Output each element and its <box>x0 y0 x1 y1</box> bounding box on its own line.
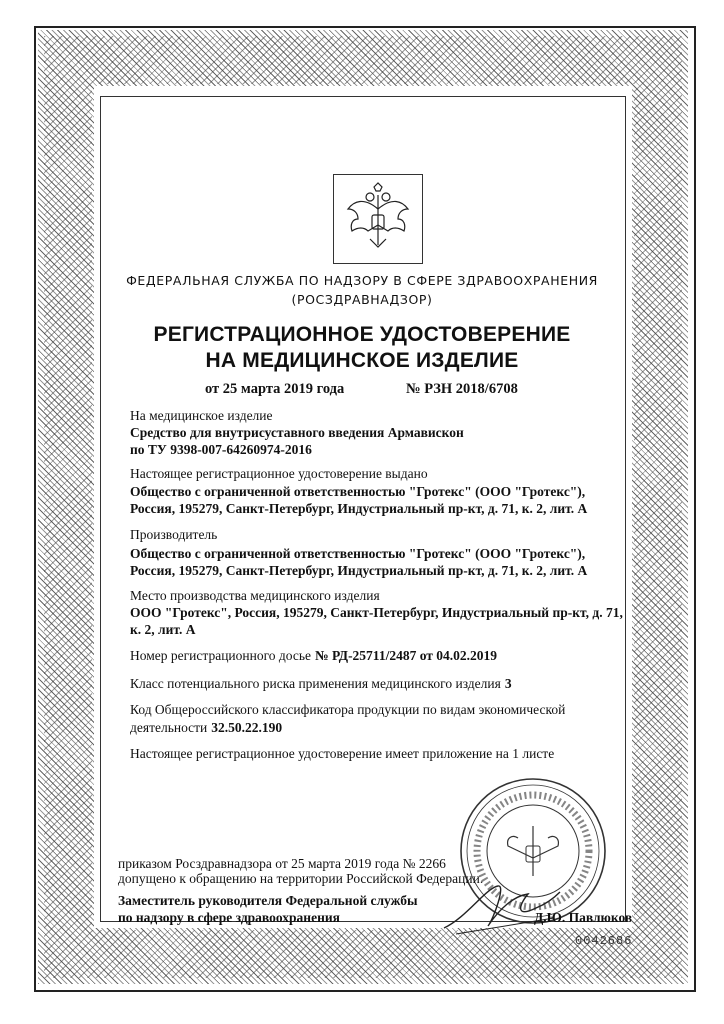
risk-class-row <box>130 675 512 693</box>
issued-to-company: Общество с ограниченной ответственностью "Гротекс" (ООО "Гротекс"), <box>130 484 586 499</box>
manufacturer-address: Россия, 195279, Санкт-Петербург, Индустриальный пр-кт, д. 71, к. 2, лит. А <box>130 563 588 578</box>
document-title: РЕГИСТРАЦИОННОЕ УДОСТОВЕРЕНИЕ <box>153 323 571 346</box>
order-reference: приказом Росздравнадзора от 25 марта 2019 года № 2266 <box>118 856 446 871</box>
signatory-name: Д.Ю. Павлюков <box>534 910 633 925</box>
okpd-code: 32.50.22.190 <box>211 720 283 735</box>
dossier-row <box>130 647 497 665</box>
okpd-label-cont: деятельности <box>130 720 208 735</box>
signatory-title: Заместитель руководителя Федеральной службы <box>118 893 418 908</box>
okpd-row <box>130 719 282 737</box>
certificate-number: № РЗН 2018/6708 <box>406 381 518 397</box>
risk-class-value: 3 <box>504 676 512 691</box>
agency-name: ФЕДЕРАЛЬНАЯ СЛУЖБА ПО НАДЗОРУ В СФЕРЕ ЗДРАВООХРАНЕНИЯ <box>126 273 598 288</box>
okpd-label: Код Общероссийского классификатора продукции по видам экономической <box>130 702 566 717</box>
appendix-note: Настоящее регистрационное удостоверение имеет приложение на 1 листе <box>130 746 555 761</box>
document-subtitle: НА МЕДИЦИНСКОЕ ИЗДЕЛИЕ <box>205 349 519 372</box>
dossier-label: Номер регистрационного досье <box>130 648 312 663</box>
issued-to-label: Настоящее регистрационное удостоверение выдано <box>130 466 428 481</box>
device-label: На медицинское изделие <box>130 408 273 423</box>
risk-class-label: Класс потенциального риска применения медицинского изделия <box>130 676 501 691</box>
agency-short-name: (РОСЗДРАВНАДЗОР) <box>291 292 433 307</box>
production-site-address: ООО "Гротекс", Россия, 195279, Санкт-Петербург, Индустриальный пр-кт, д. 71, <box>130 605 623 620</box>
issue-date: от 25 марта 2019 года <box>205 381 345 397</box>
device-name: Средство для внутрисуставного введения Армавискон <box>130 425 464 440</box>
manufacturer-company: Общество с ограниченной ответственностью "Гротекс" (ООО "Гротекс"), <box>130 546 586 561</box>
production-site-address-cont: к. 2, лит. А <box>130 622 196 637</box>
order-admission: допущено к обращению на территории Российской Федерации. <box>118 871 484 886</box>
signatory-title-cont: по надзору в сфере здравоохранения <box>118 910 340 925</box>
dossier-value: № РД-25711/2487 от 04.02.2019 <box>315 648 498 663</box>
device-spec: по ТУ 9398-007-64260974-2016 <box>130 442 312 457</box>
issued-to-address: Россия, 195279, Санкт-Петербург, Индустриальный пр-кт, д. 71, к. 2, лит. А <box>130 501 588 516</box>
signature <box>436 878 566 938</box>
production-site-label: Место производства медицинского изделия <box>130 588 380 603</box>
coat-of-arms-emblem-icon <box>333 174 423 264</box>
serial-number: 0042686 <box>575 934 633 948</box>
manufacturer-label: Производитель <box>130 527 218 542</box>
